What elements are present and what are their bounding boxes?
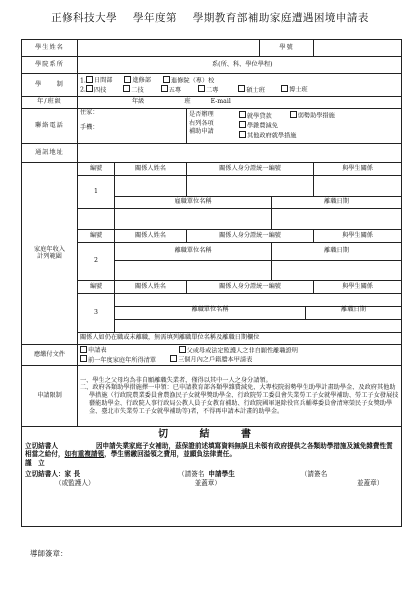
group-2-num: 2 <box>78 243 115 281</box>
family-income-label: 家庭年收入 計列範圍 <box>22 163 78 345</box>
group-3-num: 3 <box>78 294 115 333</box>
system-line-1: 1. 日間部 進修部 進修院（專）校 <box>80 77 215 85</box>
limits-rule-1: 一、學生之父母均為非自願離職失業者，僅得以其中一人之身分請領。 <box>80 376 272 384</box>
title-year: 學年度第 <box>133 12 177 24</box>
group-2-date: 離職日期 <box>272 243 402 261</box>
group-1-idno-field[interactable] <box>187 176 314 197</box>
home-phone-label: 住家： <box>80 109 99 116</box>
address-field[interactable] <box>78 144 402 163</box>
school-system-options <box>78 74 402 97</box>
group-2-employer: 離職單位名稱 <box>115 243 272 261</box>
group-1-employer-field[interactable] <box>115 209 272 230</box>
pledge-section <box>22 427 402 527</box>
department-suffix: 系(所、科、學位學程) <box>212 60 273 68</box>
checkbox-continuing[interactable] <box>163 76 170 83</box>
department-label: 學院系所 <box>22 57 78 74</box>
limits-label: 申請限制 <box>22 366 78 427</box>
grade-class-label: 年/班級 <box>22 97 78 109</box>
group-2-date-field[interactable] <box>272 261 402 281</box>
group-2-employer-field[interactable] <box>115 261 272 281</box>
pledge-signers-2: （或監護人） 並蓋章） 並蓋章） <box>55 479 384 488</box>
group-1-employer: 雇職單位名稱 <box>115 197 272 209</box>
address-label: 通訊地址 <box>22 144 78 163</box>
checkbox-doc-termination[interactable] <box>179 346 186 353</box>
application-form-table <box>21 39 402 527</box>
department-field[interactable] <box>78 57 402 74</box>
checkbox-master[interactable] <box>238 85 245 92</box>
group-3-employer: 離職單位名稱 <box>115 307 306 319</box>
page-title <box>0 10 420 25</box>
grade-class-field[interactable]: 年級 班 E-mail <box>78 97 402 109</box>
header-num: 編號 <box>78 163 115 176</box>
pledge-paragraph: 立切結書人 因申請失業家庭子女補助，茲保證前述填寫資料無誤且未領有政府提供之各類助學措施及減免雜費性質相當之給付，如有重複請領，學生需繳回溢領之費用，並願負法律責任。 <box>25 441 393 459</box>
group-3-date: 離職日期 <box>341 306 366 313</box>
checkbox-2yr[interactable] <box>123 85 130 92</box>
title-school: 正修科技大學 <box>51 12 118 24</box>
checkbox-4yr[interactable] <box>86 85 93 92</box>
documents-label: 應繳付文件 <box>22 345 78 366</box>
checkbox-2jc[interactable] <box>198 85 205 92</box>
group-1-name-field[interactable] <box>115 176 187 197</box>
checkbox-5jc[interactable] <box>161 85 168 92</box>
subsidy-question: 是否辦理 右列各項 補助申請 就學貸款 弱勢助學措施 學雜費減免 其他政府就學措施 <box>187 109 402 144</box>
system-line-2: 2. 四技 二技 五專 二專 碩士班 博士班 <box>80 86 308 94</box>
email-label: E-mail <box>210 98 231 106</box>
header-name-3: 關係人姓名 <box>115 281 187 294</box>
group-1-date-field[interactable] <box>272 209 402 230</box>
checkbox-phd[interactable] <box>281 85 288 92</box>
group-1-date: 離職日期 <box>272 197 402 209</box>
checkbox-student-loan[interactable] <box>239 111 246 118</box>
checkbox-doc-application[interactable] <box>80 346 87 353</box>
limits-rule-2: 二、政府各類助學措施擇一申領：已申請教育部各類學雜費減免、大專校院弱勢學生助學計畫助學金、及政府其他助學措施（行政院農業委員會農漁民子女就學獎助學金、行政院勞工委員會失業勞工子女就學補助、勞工子女發展技藝能助學金、行政院人事行政局公教人員子女教育補助、行政院國軍退除役官兵輔導委員會清寒榮民子女獎助學金、臺北市失業勞工子女就學補助等)者，不得再申請本計畫的助學金。 <box>80 384 399 415</box>
checkbox-other-gov-aid[interactable] <box>239 131 246 138</box>
student-id-field[interactable] <box>314 40 402 57</box>
phone-label: 聯絡電話 <box>22 109 78 144</box>
group-3-fields[interactable] <box>115 294 402 333</box>
header-idno-2: 關係人身分證統一編號 <box>187 230 314 243</box>
header-relation-3: 與學生關係 <box>314 281 402 294</box>
header-idno-3: 關係人身分證統一編號 <box>187 281 314 294</box>
pledge-title: 切 結 書 <box>158 429 265 440</box>
header-name-2: 關係人姓名 <box>115 230 187 243</box>
mobile-phone-label: 手機： <box>80 123 99 131</box>
advisor-signature-label: 導師簽章： <box>30 549 68 558</box>
header-num-3: 編號 <box>78 281 115 294</box>
checkbox-day[interactable] <box>86 76 93 83</box>
checkbox-doc-household[interactable] <box>170 355 177 362</box>
student-name-field[interactable] <box>78 40 260 57</box>
student-name-label: 學生姓名 <box>22 40 78 57</box>
limits-text <box>78 366 402 427</box>
pledge-hereby: 謹 立 <box>25 459 45 468</box>
group-1-num: 1 <box>78 176 115 209</box>
checkbox-disadvantaged-aid[interactable] <box>290 111 297 118</box>
header-idno: 關係人身分證統一編號 <box>187 163 314 176</box>
documents-list: 申請表 父或母或法定監護人之非自願性離職證明 前一年度家庭年所得清單 三個月內之戶籍謄本甲請表 <box>78 345 402 366</box>
school-system-label: 學 制 <box>22 74 78 97</box>
title-semester: 學期教育部補助家庭遭遇困境申請表 <box>192 12 369 24</box>
header-relation: 與學生關係 <box>314 163 402 176</box>
header-name: 關係人姓名 <box>115 163 187 176</box>
header-relation-2: 與學生關係 <box>314 230 402 243</box>
family-note: 關係人如仍在職或未離職，無需填列離職單位名稱及離職日期欄位 <box>78 333 402 345</box>
student-id-label: 學號 <box>260 40 314 57</box>
phone-fields[interactable] <box>78 109 187 144</box>
checkbox-tuition-waiver[interactable] <box>239 121 246 128</box>
checkbox-evening[interactable] <box>124 76 131 83</box>
pledge-signers: 立切結書人：家 長 （請簽名 申請學生 （請簽名 <box>25 470 328 479</box>
group-1-spacer <box>78 209 115 230</box>
checkbox-doc-income[interactable] <box>80 355 87 362</box>
header-num-2: 編號 <box>78 230 115 243</box>
group-1-relation-field[interactable] <box>314 176 402 197</box>
